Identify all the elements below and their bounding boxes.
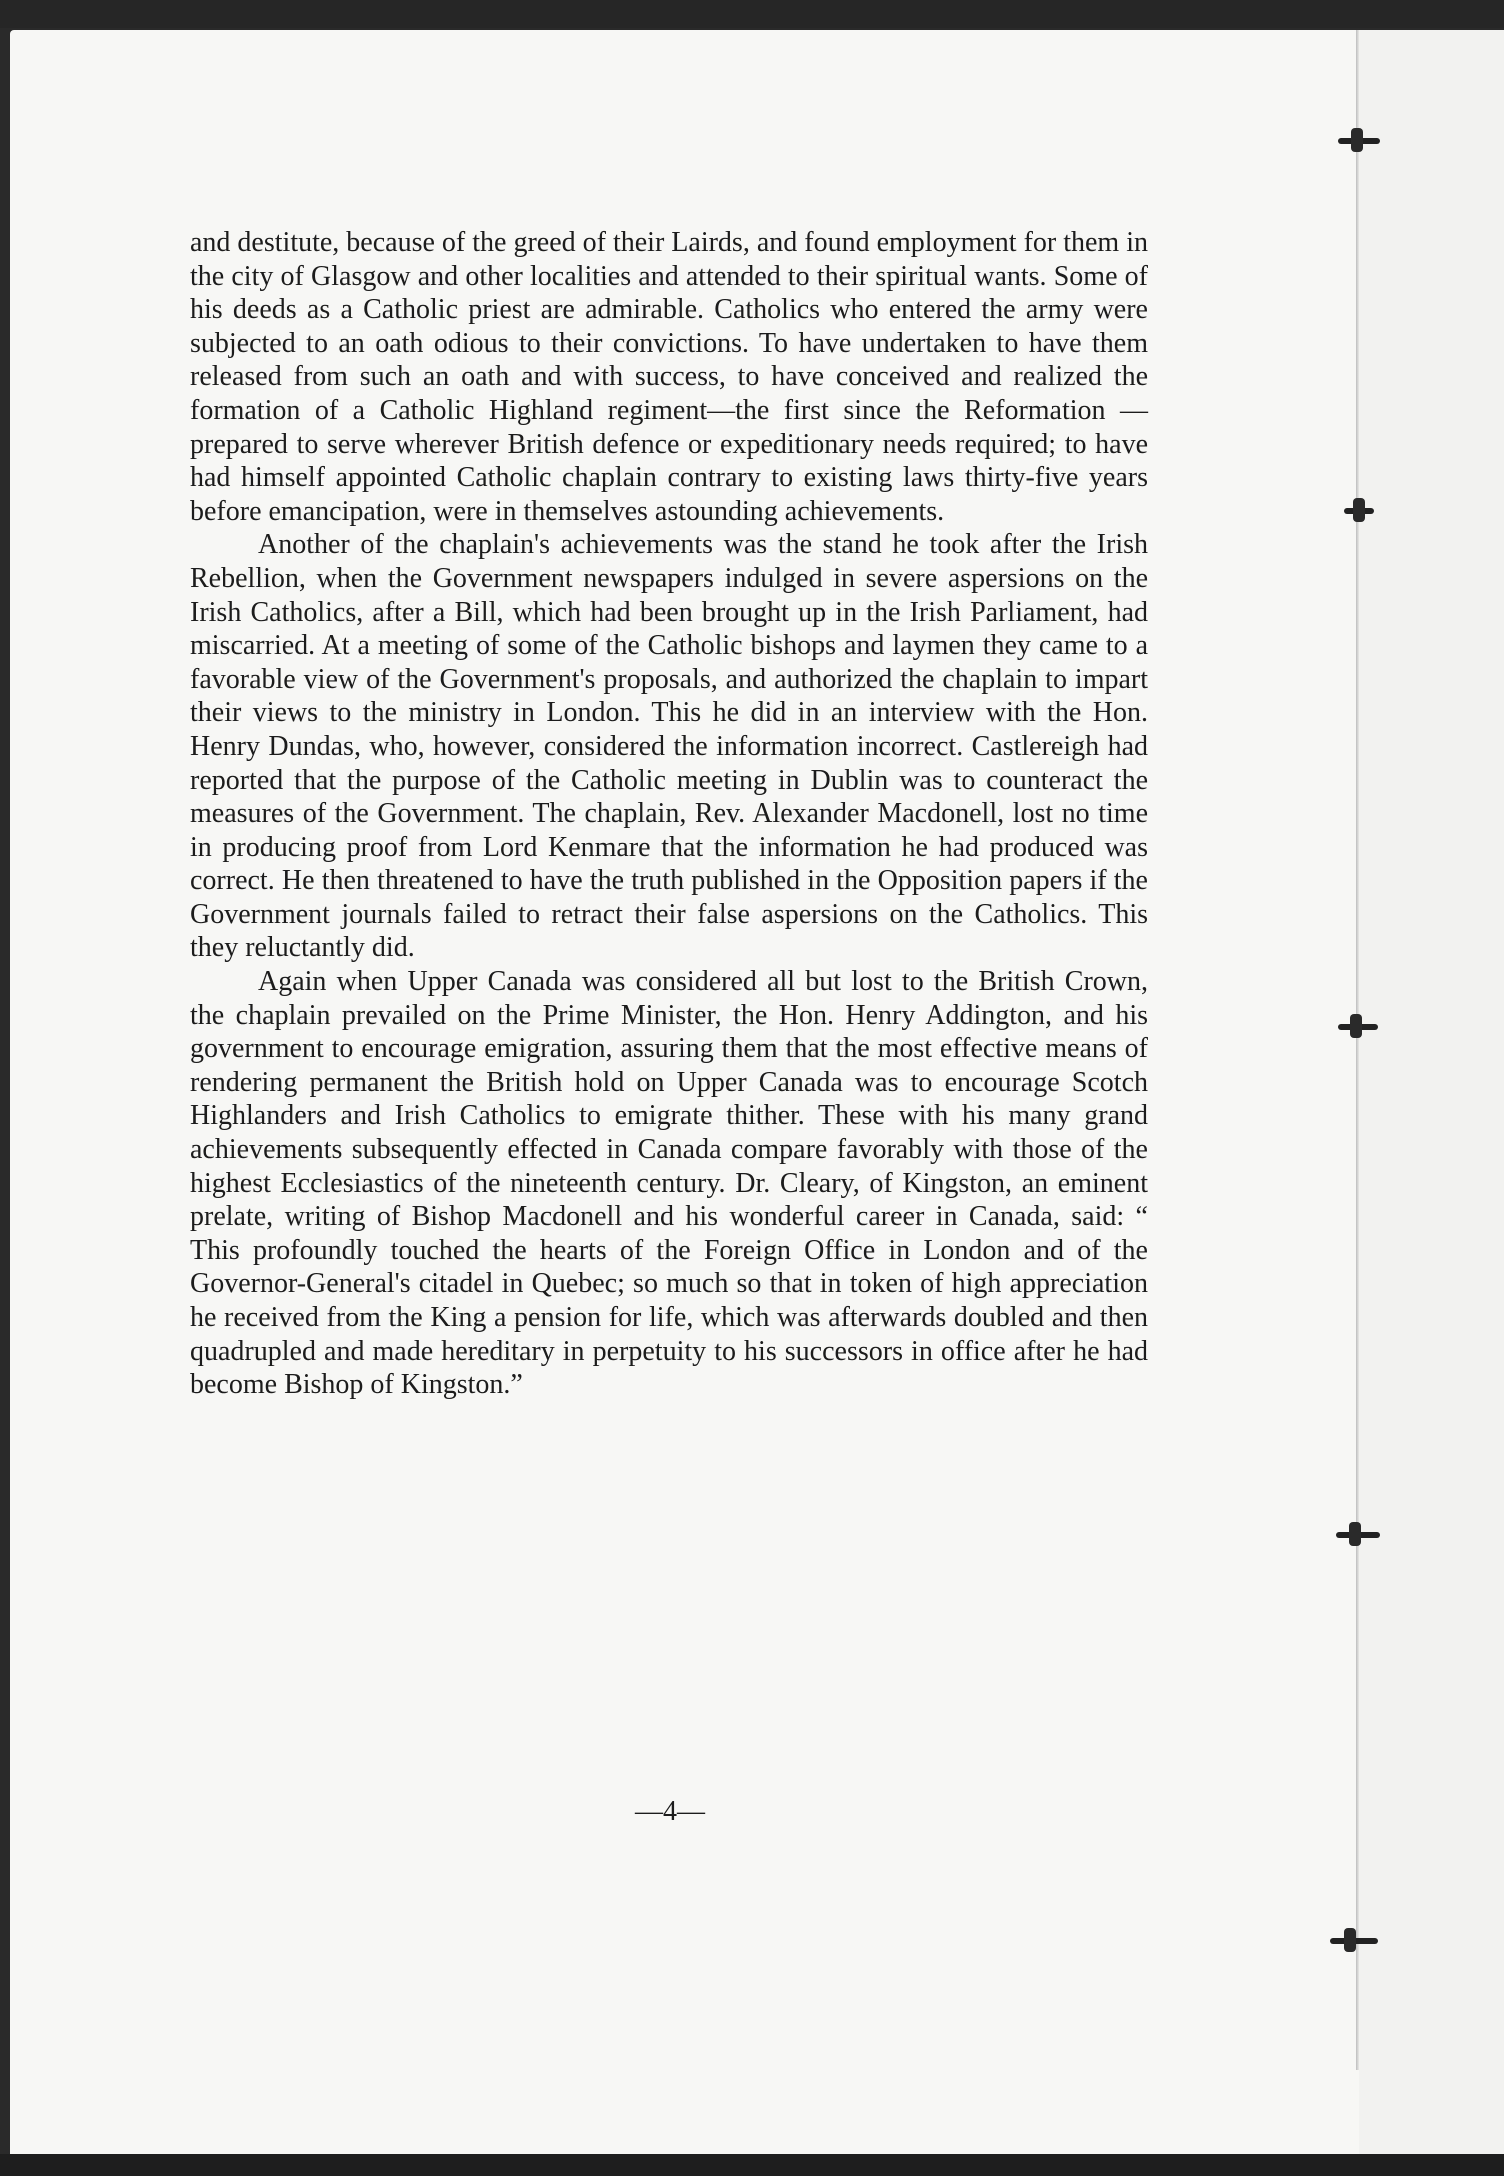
binding-fold-line <box>1356 30 1359 2070</box>
staple-mark <box>1344 508 1374 514</box>
paragraph-2: Another of the chaplain's achievements was the stand he took after the Irish Rebellion, when the Government newspapers indulged in severe aspersions on the Irish Catholics, after a Bill, which had been brought up in the Irish Parliament, had miscarried. At a meeting of some of the Catholic bishops and laymen they came to a favorable view of the Government's proposals, and authorized the chaplain to impart their views to the ministry in London. This he did in an interview with the Hon. Henry Dundas, who, however, considered the information incorrect. Castlereigh had reported that the purpose of the Catholic meeting in Dublin was to counteract the measures of the Government. The chaplain, Rev. Alexander Macdonell, lost no time in producing proof from Lord Kenmare that the information he had produced was correct. He then threatened to have the truth published in the Opposition papers if the Government journals failed to retract their false aspersions on the Catholics. This they reluctantly did. <box>190 529 1148 964</box>
staple-mark <box>1338 138 1380 144</box>
binding-strip <box>1359 30 1504 2168</box>
staple-mark <box>1338 1024 1378 1030</box>
staple-mark <box>1336 1532 1380 1538</box>
paragraph-3: Again when Upper Canada was considered all but lost to the British Crown, the chaplain prevailed on the Prime Minister, the Hon. Henry Addington, and his government to encourage emigration, assuring them that the most effective means of rendering permanent the British hold on Upper Canada was to encourage Scotch Highlanders and Irish Catholics to emigrate thither. These with his many grand achievements subsequently effected in Canada compare favorably with those of the highest Ecclesiastics of the nineteenth century. Dr. Cleary, of Kingston, an eminent prelate, writing of Bishop Macdonell and his wonderful career in Canada, said: “ This profoundly touched the hearts of the Foreign Office in London and of the Governor-General's citadel in Quebec; so much so that in token of high appreciation he received from the King a pension for life, which was afterwards doubled and then quadrupled and made hereditary in perpetuity to his successors in office after he had become Bishop of Kingston.” <box>190 966 1148 1401</box>
staple-mark <box>1330 1938 1378 1944</box>
paragraph-1: and destitute, because of the greed of their Lairds, and found employment for them in the city of Glasgow and other localities and attended to their spiritual wants. Some of his deeds as a Catholic priest are admirable. Catholics who entered the army were subjected to an oath odious to their convictions. To have undertaken to have them released from such an oath and with success, to have conceived and realized the formation of a Catholic Highland regiment—the first since the Reformation —prepared to serve wherever British defence or expeditionary needs required; to have had himself appointed Catholic chaplain contrary to existing laws thirty-five years before emancipation, were in themselves astounding achievements. <box>190 227 1148 527</box>
body-text <box>190 226 1148 1402</box>
scan-bottom-edge <box>0 2154 1504 2176</box>
page-number: —4— <box>635 1796 705 1827</box>
